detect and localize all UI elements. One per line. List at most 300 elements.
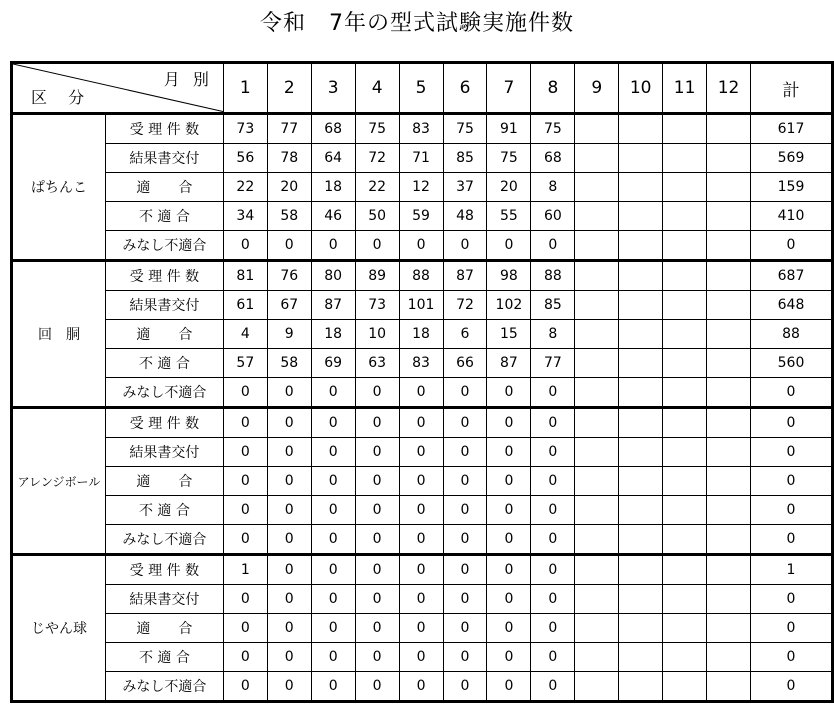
value-cell [707,614,751,643]
total-cell: 0 [751,378,833,408]
value-cell: 0 [399,231,443,261]
value-cell: 0 [223,231,267,261]
value-cell: 20 [267,173,311,202]
group-label: アレンジボール [12,408,106,555]
value-cell: 0 [531,467,575,496]
value-cell: 0 [223,467,267,496]
value-cell: 0 [223,643,267,672]
value-cell: 0 [487,614,531,643]
value-cell: 0 [223,525,267,555]
value-cell: 0 [355,496,399,525]
value-cell: 75 [355,114,399,144]
value-cell: 89 [355,261,399,291]
value-cell: 0 [267,643,311,672]
category-cell: 受 理 件 数 [105,408,223,438]
total-cell: 1 [751,555,833,585]
value-cell: 0 [531,496,575,525]
value-cell: 0 [355,231,399,261]
value-cell: 77 [531,349,575,378]
value-cell: 0 [267,525,311,555]
value-cell: 0 [531,525,575,555]
table-row [12,378,833,408]
category-cell: みなし不適合 [105,231,223,261]
value-cell [575,320,619,349]
category-cell: 受 理 件 数 [105,555,223,585]
month-header: 8 [531,63,575,114]
value-cell [663,672,707,702]
table-row [12,555,833,585]
value-cell: 4 [223,320,267,349]
value-cell: 88 [531,261,575,291]
value-cell [663,349,707,378]
value-cell [575,672,619,702]
value-cell: 0 [311,378,355,408]
total-cell: 159 [751,173,833,202]
total-cell: 0 [751,614,833,643]
value-cell: 0 [311,231,355,261]
table-row [12,114,833,144]
category-cell: 適 合 [105,173,223,202]
table-row [12,614,833,643]
total-cell: 0 [751,231,833,261]
value-cell: 0 [311,585,355,614]
value-cell: 0 [355,438,399,467]
category-cell: みなし不適合 [105,672,223,702]
value-cell [663,291,707,320]
category-cell: 不 適 合 [105,643,223,672]
value-cell: 50 [355,202,399,231]
value-cell: 48 [443,202,487,231]
value-cell: 0 [311,614,355,643]
value-cell: 0 [443,585,487,614]
value-cell: 0 [443,643,487,672]
value-cell [619,496,663,525]
total-cell: 560 [751,349,833,378]
value-cell: 0 [487,496,531,525]
value-cell: 0 [399,408,443,438]
table-row [12,585,833,614]
value-cell [575,496,619,525]
value-cell: 0 [267,467,311,496]
total-header: 計 [751,63,833,114]
value-cell: 66 [443,349,487,378]
value-cell: 0 [443,496,487,525]
value-cell: 0 [223,378,267,408]
category-cell: 適 合 [105,614,223,643]
table-row [12,408,833,438]
value-cell [707,261,751,291]
value-cell: 75 [443,114,487,144]
table-row [12,144,833,173]
value-cell: 8 [531,173,575,202]
value-cell: 0 [223,585,267,614]
value-cell: 0 [223,408,267,438]
value-cell [663,261,707,291]
value-cell: 85 [443,144,487,173]
value-cell: 55 [487,202,531,231]
value-cell: 0 [399,467,443,496]
value-cell: 0 [443,555,487,585]
value-cell: 0 [443,467,487,496]
value-cell: 0 [443,378,487,408]
value-cell [619,320,663,349]
total-cell: 0 [751,585,833,614]
value-cell [707,467,751,496]
value-cell [707,525,751,555]
value-cell: 10 [355,320,399,349]
value-cell [619,614,663,643]
value-cell: 15 [487,320,531,349]
total-cell: 0 [751,672,833,702]
value-cell: 18 [399,320,443,349]
value-cell: 6 [443,320,487,349]
value-cell [663,585,707,614]
value-cell: 0 [311,496,355,525]
value-cell [663,496,707,525]
value-cell: 0 [355,585,399,614]
value-cell [707,320,751,349]
value-cell [707,114,751,144]
value-cell [619,349,663,378]
table-row [12,467,833,496]
value-cell: 0 [355,555,399,585]
month-header: 3 [311,63,355,114]
value-cell [663,378,707,408]
value-cell: 0 [531,555,575,585]
value-cell: 73 [355,291,399,320]
month-header: 7 [487,63,531,114]
month-header: 12 [707,63,751,114]
group-label: ぱちんこ [12,114,106,261]
value-cell: 0 [267,438,311,467]
value-cell [575,438,619,467]
value-cell: 0 [355,672,399,702]
value-cell [619,467,663,496]
value-cell: 0 [487,467,531,496]
total-cell: 0 [751,467,833,496]
value-cell: 0 [267,614,311,643]
value-cell: 0 [311,525,355,555]
value-cell: 0 [487,438,531,467]
value-cell: 63 [355,349,399,378]
value-cell: 0 [355,525,399,555]
value-cell: 0 [399,643,443,672]
month-header: 4 [355,63,399,114]
value-cell [619,378,663,408]
total-cell: 410 [751,202,833,231]
month-header: 9 [575,63,619,114]
value-cell: 0 [399,672,443,702]
value-cell [663,525,707,555]
value-cell: 87 [311,291,355,320]
value-cell: 0 [267,555,311,585]
total-cell: 0 [751,408,833,438]
value-cell: 0 [355,643,399,672]
value-cell [619,408,663,438]
total-cell: 648 [751,291,833,320]
value-cell [619,202,663,231]
value-cell [663,144,707,173]
value-cell: 87 [443,261,487,291]
value-cell: 0 [443,231,487,261]
category-cell: 不 適 合 [105,349,223,378]
value-cell [619,173,663,202]
category-cell: 結果書交付 [105,585,223,614]
value-cell [707,672,751,702]
value-cell: 87 [487,349,531,378]
value-cell: 0 [531,231,575,261]
value-cell: 0 [531,672,575,702]
total-cell: 0 [751,525,833,555]
value-cell: 67 [267,291,311,320]
month-header: 6 [443,63,487,114]
value-cell: 0 [487,408,531,438]
table-row [12,231,833,261]
header-row [12,63,833,114]
table-row [12,438,833,467]
value-cell [707,291,751,320]
value-cell [663,173,707,202]
value-cell: 80 [311,261,355,291]
category-cell: 受 理 件 数 [105,261,223,291]
group-label: 回 胴 [12,261,106,408]
value-cell: 69 [311,349,355,378]
value-cell: 77 [267,114,311,144]
total-cell: 569 [751,144,833,173]
value-cell [707,585,751,614]
month-header: 5 [399,63,443,114]
value-cell: 59 [399,202,443,231]
value-cell: 64 [311,144,355,173]
value-cell: 0 [443,614,487,643]
value-cell: 68 [531,144,575,173]
value-cell: 22 [355,173,399,202]
value-cell: 0 [267,496,311,525]
value-cell: 101 [399,291,443,320]
month-header: 10 [619,63,663,114]
value-cell: 12 [399,173,443,202]
value-cell [575,408,619,438]
value-cell: 68 [311,114,355,144]
value-cell: 0 [311,672,355,702]
value-cell [575,231,619,261]
category-cell: 結果書交付 [105,438,223,467]
value-cell: 20 [487,173,531,202]
value-cell: 0 [531,378,575,408]
value-cell [707,349,751,378]
category-cell: 結果書交付 [105,144,223,173]
value-cell: 0 [311,555,355,585]
value-cell [663,555,707,585]
value-cell: 71 [399,144,443,173]
value-cell [575,349,619,378]
value-cell [707,408,751,438]
category-cell: 不 適 合 [105,496,223,525]
value-cell: 72 [355,144,399,173]
value-cell: 0 [399,438,443,467]
value-cell [619,291,663,320]
value-cell [575,525,619,555]
value-cell: 1 [223,555,267,585]
value-cell: 61 [223,291,267,320]
value-cell: 0 [355,614,399,643]
value-cell: 81 [223,261,267,291]
total-cell: 617 [751,114,833,144]
value-cell: 0 [399,614,443,643]
table-row [12,202,833,231]
category-cell: 不 適 合 [105,202,223,231]
value-cell: 73 [223,114,267,144]
value-cell: 78 [267,144,311,173]
value-cell: 9 [267,320,311,349]
month-label: 月 別 [163,70,213,89]
value-cell: 72 [443,291,487,320]
value-cell: 0 [487,555,531,585]
value-cell: 0 [487,231,531,261]
value-cell: 0 [355,467,399,496]
value-cell: 0 [399,585,443,614]
value-cell [619,585,663,614]
value-cell [575,144,619,173]
value-cell: 0 [355,408,399,438]
month-header: 2 [267,63,311,114]
value-cell: 0 [443,525,487,555]
value-cell [619,525,663,555]
category-cell: 受 理 件 数 [105,114,223,144]
value-cell: 58 [267,349,311,378]
value-cell [575,467,619,496]
table-row [12,291,833,320]
value-cell: 56 [223,144,267,173]
value-cell: 0 [487,672,531,702]
value-cell: 83 [399,114,443,144]
value-cell: 37 [443,173,487,202]
total-cell: 687 [751,261,833,291]
value-cell [619,438,663,467]
value-cell: 0 [443,438,487,467]
table-row [12,525,833,555]
value-cell: 0 [399,555,443,585]
value-cell [575,614,619,643]
category-cell: 適 合 [105,467,223,496]
value-cell: 0 [223,614,267,643]
value-cell: 0 [531,614,575,643]
value-cell: 58 [267,202,311,231]
value-cell [619,261,663,291]
value-cell: 0 [267,672,311,702]
value-cell: 0 [531,408,575,438]
value-cell: 76 [267,261,311,291]
value-cell [707,555,751,585]
category-cell: 結果書交付 [105,291,223,320]
corner-cell [12,63,224,114]
value-cell [619,672,663,702]
value-cell: 91 [487,114,531,144]
value-cell [663,320,707,349]
table-row [12,261,833,291]
value-cell: 34 [223,202,267,231]
value-cell [707,231,751,261]
category-cell: みなし不適合 [105,378,223,408]
value-cell [575,291,619,320]
category-label: 区 分 [31,88,93,107]
value-cell [575,643,619,672]
value-cell [707,173,751,202]
value-cell [663,114,707,144]
value-cell: 102 [487,291,531,320]
value-cell: 0 [487,525,531,555]
value-cell: 60 [531,202,575,231]
value-cell [707,496,751,525]
value-cell [619,555,663,585]
page-title: 令和 7年の型式試験実施件数 [260,11,574,36]
value-cell [619,231,663,261]
value-cell: 85 [531,291,575,320]
value-cell: 0 [267,231,311,261]
total-cell: 88 [751,320,833,349]
value-cell: 18 [311,173,355,202]
value-cell: 0 [399,378,443,408]
value-cell: 0 [487,643,531,672]
value-cell: 98 [487,261,531,291]
value-cell [663,643,707,672]
table-row [12,320,833,349]
group-label: じやん球 [12,555,106,702]
value-cell [663,438,707,467]
value-cell: 0 [531,438,575,467]
total-cell: 0 [751,496,833,525]
value-cell [619,144,663,173]
value-cell [663,467,707,496]
value-cell [707,144,751,173]
value-cell: 22 [223,173,267,202]
value-cell: 0 [311,438,355,467]
value-cell [663,231,707,261]
value-cell: 0 [399,496,443,525]
month-header: 11 [663,63,707,114]
category-cell: 適 合 [105,320,223,349]
total-cell: 0 [751,438,833,467]
value-cell [707,438,751,467]
value-cell [663,202,707,231]
month-header: 1 [223,63,267,114]
value-cell: 8 [531,320,575,349]
value-cell [575,585,619,614]
value-cell: 75 [487,144,531,173]
value-cell: 0 [311,467,355,496]
value-cell: 0 [443,408,487,438]
value-cell: 0 [531,643,575,672]
value-cell [575,202,619,231]
table-row [12,496,833,525]
value-cell [707,202,751,231]
inspection-table [10,61,834,703]
value-cell: 57 [223,349,267,378]
value-cell: 0 [311,408,355,438]
value-cell: 46 [311,202,355,231]
total-cell: 0 [751,643,833,672]
value-cell: 83 [399,349,443,378]
value-cell [707,378,751,408]
table-row [12,173,833,202]
value-cell [707,643,751,672]
value-cell: 0 [355,378,399,408]
value-cell: 0 [223,496,267,525]
value-cell [663,408,707,438]
value-cell [619,643,663,672]
value-cell: 0 [267,585,311,614]
value-cell [575,261,619,291]
